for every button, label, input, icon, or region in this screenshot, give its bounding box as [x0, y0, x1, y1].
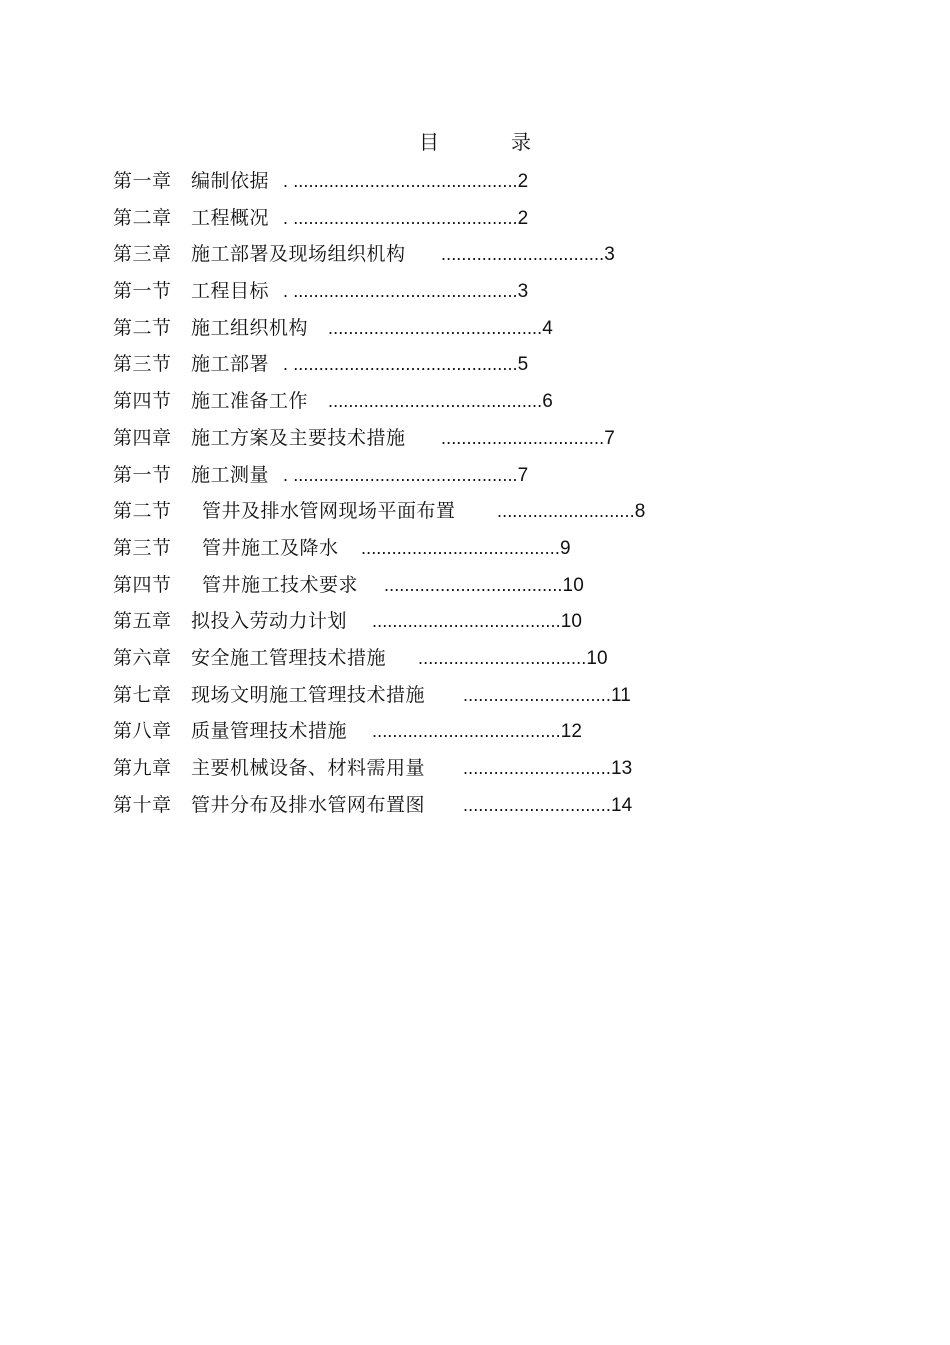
toc-entry-page-number: 5 [517, 354, 529, 376]
toc-list [113, 163, 813, 823]
toc-entry[interactable] [113, 236, 813, 273]
toc-entry-dots: ............................. [463, 794, 611, 815]
toc-entry-page-number: 2 [517, 207, 529, 229]
toc-entry-title: 施工方案及主要技术措施 [191, 426, 406, 449]
toc-entry-dots: . ............................................ [283, 464, 518, 485]
toc-entry[interactable] [113, 200, 813, 237]
toc-entry-dots: ................................ [441, 427, 605, 448]
toc-entry-title: 质量管理技术措施 [191, 720, 348, 743]
toc-entry-number: 第一节 [113, 280, 172, 303]
toc-entry-dots: .......................................... [328, 391, 543, 412]
toc-entry-page-number: 8 [634, 501, 646, 523]
toc-entry-leader [361, 530, 571, 568]
toc-entry-dots: ............................. [463, 758, 611, 778]
toc-entry-dots: ..................................... [372, 611, 561, 632]
toc-entry-title: 管井施工技术要求 [202, 573, 359, 596]
toc-entry-leader [463, 750, 632, 788]
toc-entry-number: 第四节 [113, 390, 172, 413]
toc-entry[interactable] [113, 713, 813, 750]
toc-entry-leader [328, 383, 553, 421]
toc-entry-number: 第七章 [113, 683, 172, 706]
toc-entry-dots: . ............................................ [283, 354, 518, 375]
toc-entry-dots: ............................. [463, 684, 611, 705]
toc-entry-number: 第五章 [113, 610, 172, 633]
toc-entry-leader [283, 163, 528, 201]
toc-entry[interactable] [113, 603, 813, 640]
toc-entry-page-number: 10 [586, 647, 608, 669]
toc-entry-dots: .......................................... [328, 317, 543, 338]
toc-entry-dots: . ............................................ [283, 171, 518, 191]
toc-entry[interactable] [113, 273, 813, 310]
toc-entry-page-number: 13 [610, 758, 633, 779]
toc-entry[interactable] [113, 640, 813, 677]
toc-entry-number: 第八章 [113, 720, 172, 743]
toc-entry-number: 第三节 [113, 536, 172, 559]
toc-entry-dots: . ............................................ [283, 207, 518, 228]
toc-entry-leader [283, 200, 528, 238]
toc-entry-title: 施工测量 [191, 463, 270, 486]
toc-entry[interactable] [113, 530, 813, 567]
toc-entry-leader [418, 640, 608, 678]
toc-entry-title: 拟投入劳动力计划 [191, 610, 348, 633]
toc-entry-page-number: 3 [517, 281, 529, 303]
toc-entry-number: 第四章 [113, 426, 172, 449]
toc-entry-title: 管井分布及排水管网布置图 [191, 793, 426, 816]
toc-entry-number: 第二节 [113, 500, 172, 523]
toc-entry-title: 现场文明施工管理技术措施 [191, 683, 426, 706]
toc-entry-page-number: 2 [517, 171, 529, 192]
toc-entry[interactable] [113, 677, 813, 714]
toc-entry[interactable] [113, 457, 813, 494]
toc-entry-number: 第三节 [113, 353, 172, 376]
toc-entry-title: 安全施工管理技术措施 [191, 646, 387, 669]
toc-entry-number: 第十章 [113, 793, 172, 816]
toc-entry-leader [441, 236, 615, 274]
toc-entry-title: 工程目标 [191, 280, 270, 303]
toc-entry-title: 施工组织机构 [191, 316, 309, 339]
toc-entry-dots: ................................ [441, 244, 605, 265]
toc-entry-title: 管井及排水管网现场平面布置 [202, 500, 456, 523]
toc-title: 目 录 [419, 130, 557, 154]
toc-entry[interactable] [113, 750, 813, 787]
toc-entry-dots: ....................................... [361, 537, 560, 558]
toc-entry-leader [497, 493, 645, 531]
toc-entry-title: 主要机械设备、材料需用量 [191, 757, 426, 779]
toc-entry-number: 第一节 [113, 463, 172, 486]
toc-entry-page-number: 7 [604, 427, 615, 449]
toc-entry-title: 工程概况 [191, 206, 270, 229]
toc-entry-page-number: 10 [560, 611, 583, 633]
toc-entry-number: 第一章 [113, 170, 172, 192]
toc-entry-dots: . ............................................ [283, 281, 518, 302]
toc-entry-dots: ..................................... [372, 721, 561, 742]
toc-entry-title: 管井施工及降水 [202, 536, 339, 559]
toc-entry-dots: ................................... [384, 574, 563, 595]
toc-entry-dots: ................................. [418, 647, 587, 668]
toc-entry-page-number: 12 [560, 721, 583, 743]
toc-entry-leader [372, 713, 582, 751]
toc-entry-leader [463, 677, 631, 715]
toc-entry[interactable] [113, 567, 813, 604]
toc-entry[interactable] [113, 346, 813, 383]
toc-entry-title: 施工准备工作 [191, 390, 309, 413]
toc-entry-leader [283, 346, 528, 384]
toc-entry-leader [328, 310, 553, 348]
toc-entry-page-number: 10 [562, 574, 584, 596]
toc-entry-page-number: 3 [604, 244, 615, 266]
toc-entry[interactable] [113, 493, 813, 530]
toc-entry[interactable] [113, 420, 813, 457]
toc-entry-number: 第三章 [113, 243, 172, 266]
toc-entry-leader [372, 603, 582, 641]
toc-entry-leader [283, 273, 528, 311]
toc-entry-page-number: 4 [542, 317, 553, 339]
toc-entry[interactable] [113, 787, 813, 824]
toc-entry-leader [283, 457, 528, 495]
toc-entry-leader [463, 787, 632, 825]
toc-entry-page-number: 9 [559, 537, 571, 559]
toc-entry-number: 第四节 [113, 573, 172, 596]
toc-entry[interactable] [113, 310, 813, 347]
toc-entry-title: 施工部署及现场组织机构 [191, 243, 406, 266]
toc-entry-number: 第二章 [113, 206, 172, 229]
toc-entry-title: 编制依据 [191, 170, 270, 192]
toc-entry-page-number: 14 [610, 794, 633, 816]
toc-entry-number: 第六章 [113, 646, 172, 669]
toc-entry-leader [384, 567, 584, 605]
toc-entry-title: 施工部署 [191, 353, 270, 376]
toc-entry-dots: ........................... [497, 501, 635, 522]
toc-entry[interactable] [113, 383, 813, 420]
toc-entry-number: 第二节 [113, 316, 172, 339]
toc-entry-leader [441, 420, 615, 458]
toc-entry-number: 第九章 [113, 757, 172, 779]
toc-entry-page-number: 6 [542, 391, 553, 413]
toc-entry-page-number: 7 [517, 464, 529, 486]
toc-entry[interactable] [113, 163, 813, 200]
toc-entry-page-number: 11 [610, 684, 631, 706]
